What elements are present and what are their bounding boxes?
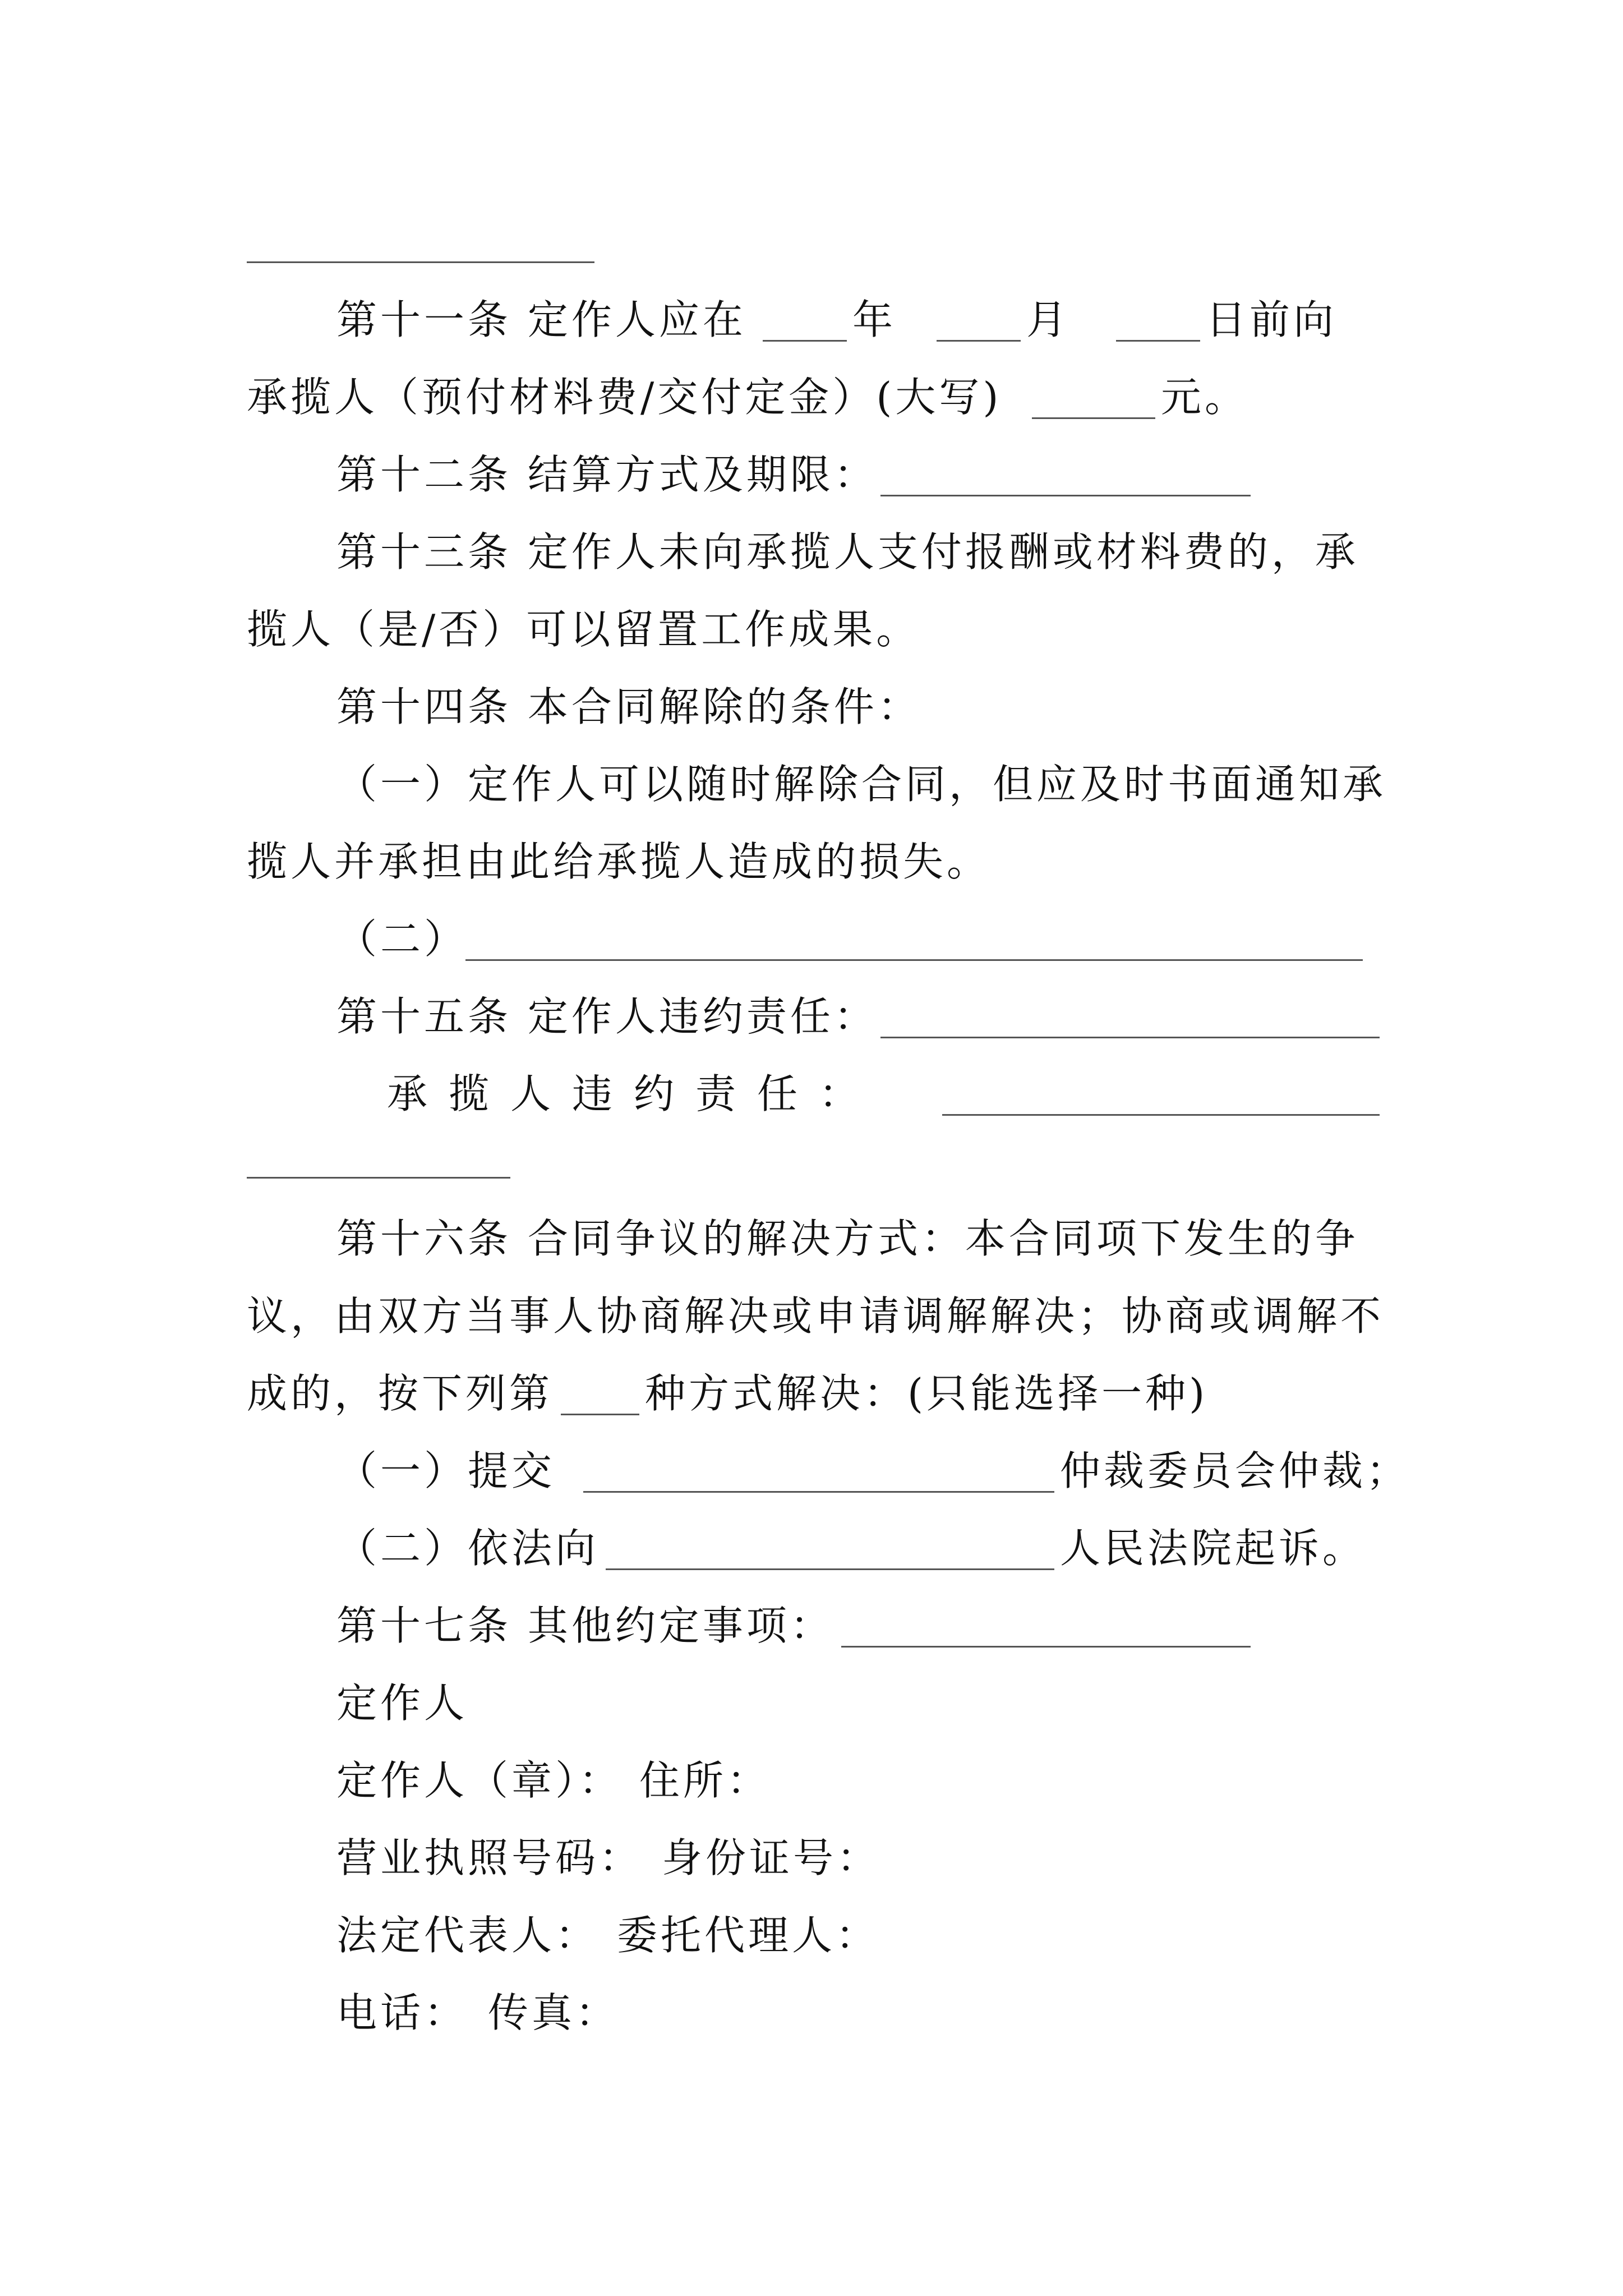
article-16-text-1: 第十六条 合同争议的解决方式：本合同项下发生的争 [336, 1215, 1359, 1262]
article-14-item-2-blank [465, 959, 1363, 961]
article-11-month: 月 [1026, 296, 1071, 343]
article-15-orderer-text: 第十五条 定作人违约责任： [336, 993, 878, 1040]
signature-party: 定作人 [336, 1680, 468, 1727]
article-16-text-3a: 成的，按下列第 [247, 1370, 554, 1417]
article-16-option-2-a: （二）依法向 [336, 1525, 600, 1572]
article-11-day-blank [1116, 340, 1200, 342]
article-15-contractor-text: 承揽人违约责任： [387, 1070, 881, 1117]
article-11-lead: 第十一条 定作人应在 [336, 296, 746, 343]
article-16-text-2: 议，由双方当事人协商解决或申请调解解决；协商或调解不 [247, 1292, 1385, 1340]
signature-id-label: 身份证号： [662, 1834, 881, 1881]
article-14-item-1-text-1: （一）定作人可以随时解除合同，但应及时书面通知承 [336, 761, 1387, 808]
article-12-text: 第十二条 结算方式及期限： [336, 451, 878, 498]
article-13-text-1: 第十三条 定作人未向承揽人支付报酬或材料费的，承 [336, 528, 1359, 576]
article-11-year-blank [763, 340, 847, 342]
signature-license-label: 营业执照号码： [336, 1834, 643, 1881]
signature-agent-label: 委托代理人： [617, 1912, 880, 1959]
article-11-amount-blank [1032, 417, 1155, 419]
article-16-option-2-b: 人民法院起诉。 [1060, 1525, 1367, 1572]
article-17-blank [841, 1646, 1251, 1648]
article-13-text-2: 揽人（是/否）可以留置工作成果。 [247, 606, 920, 653]
article-14-item-1-text-2: 揽人并承担由此给承揽人造成的损失。 [247, 838, 991, 885]
article-11-year: 年 [852, 296, 897, 343]
article-16-arbitration-blank [583, 1491, 1054, 1493]
article-11-payment-text: 承揽人（预付材料费/交付定金）(大写) [247, 374, 1002, 421]
article-14-item-2-label: （二） [336, 915, 468, 963]
article-11-month-blank [937, 340, 1021, 342]
article-16-choice-blank [561, 1414, 639, 1415]
continuation-blank-top [247, 261, 594, 263]
signature-rep-label: 法定代表人： [336, 1912, 600, 1959]
signature-phone-label: 电话： [336, 1989, 468, 2036]
article-15-continuation-blank [247, 1177, 510, 1179]
article-16-option-1-a: （一）提交 [336, 1447, 556, 1494]
article-12-blank [880, 495, 1251, 496]
article-15-orderer-blank [880, 1037, 1380, 1038]
signature-address-label: 住所： [639, 1757, 771, 1804]
article-14-heading: 第十四条 本合同解除的条件： [336, 683, 921, 730]
article-16-court-blank [606, 1568, 1054, 1570]
signature-fax-label: 传真： [488, 1989, 620, 2036]
article-16-text-3b: 种方式解决：(只能选择一种) [645, 1370, 1209, 1417]
article-17-text: 第十七条 其他约定事项： [336, 1602, 834, 1649]
article-11-yuan: 元。 [1161, 374, 1249, 421]
signature-seal-label: 定作人（章）： [336, 1757, 623, 1804]
article-11-day-before: 日前向 [1206, 296, 1338, 343]
article-15-contractor-blank [942, 1114, 1380, 1116]
article-16-option-1-b: 仲裁委员会仲裁； [1060, 1447, 1410, 1494]
